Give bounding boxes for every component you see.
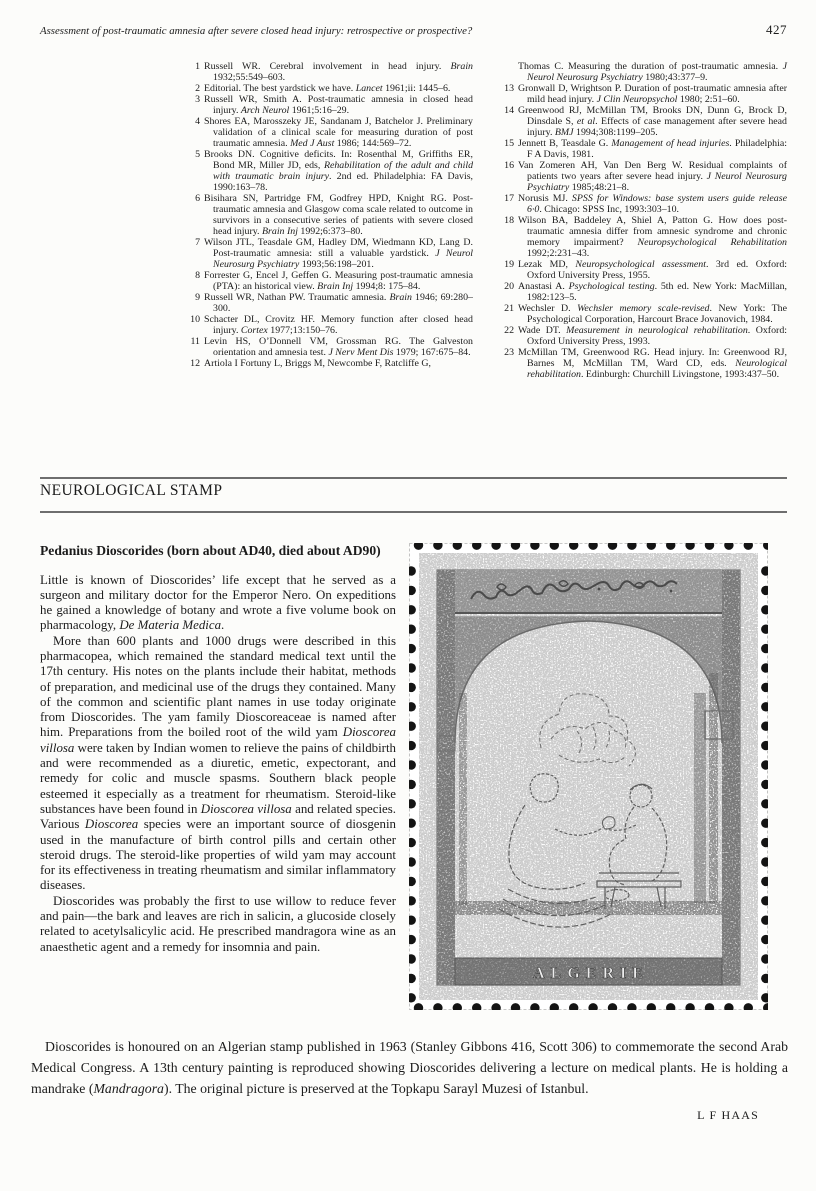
reference-item: 17 Norusis MJ. SPSS for Windows: base system users guide release 6·0. Chicago: SPSS Inc, 1993:303–10. — [499, 193, 787, 215]
article-paragraph: Dioscorides was probably the first to use willow to reduce fever and pain—the bark and leaves are rich in salicin, a glucoside closely related to acetylsalicylic acid. He prescribed mandragora wine as an anaesthetic agent and a remedy for insomnia and pain. — [40, 893, 396, 954]
reference-number: 23 — [504, 347, 514, 358]
reference-item: 16 Van Zomeren AH, Van Den Berg W. Residual complaints of patients two years after severe head injury. J Neurol Neurosurg Psychiatry 1985;48:21–8. — [499, 160, 787, 193]
stamp-floor-band — [455, 901, 722, 915]
section-title: NEUROLOGICAL STAMP — [40, 482, 223, 499]
reference-item: 13 Gronwall D, Wrightson P. Duration of post-traumatic amnesia after mild head injury. J Clin Neuropsychol 1980; 2:51–60. — [499, 83, 787, 105]
references-column-2 — [499, 61, 787, 380]
reference-number: 9 — [195, 292, 200, 303]
reference-number: 16 — [504, 160, 514, 171]
reference-number: 19 — [504, 259, 514, 270]
article-paragraphs — [40, 573, 396, 955]
reference-item: 6 Bisihara SN, Partridge FM, Godfrey HPD, Knight RG. Post-traumatic amnesia and Glasgow coma scale related to outcome in survivors in a consecutive series of patients with severe closed head injury. Brain Inj 1992;6:373–80. — [185, 193, 473, 237]
reference-item: 3 Russell WR, Smith A. Post-traumatic amnesia in closed head injury. Arch Neurol 1961;5:16–29. — [185, 94, 473, 116]
reference-item: 11 Levin HS, O’Donnell VM, Grossman RG. The Galveston orientation and amnesia test. J Nerv Ment Dis 1979; 167:675–84. — [185, 336, 473, 358]
stamp-texture-stripe — [459, 693, 467, 905]
running-head-title: Assessment of post-traumatic amnesia after severe closed head injury: retrospective or prospective? — [40, 25, 473, 37]
reference-number: 1 — [195, 61, 200, 72]
article-body — [40, 542, 396, 955]
reference-item: Thomas C. Measuring the duration of post-traumatic amnesia. J Neurol Neurosurg Psychiatry 1980;43:377–9. — [518, 61, 787, 83]
stamp-country-band — [455, 958, 722, 985]
stamp-graphic — [409, 543, 768, 1010]
running-header — [40, 22, 787, 38]
reference-item: 2 Editorial. The best yardstick we have. Lancet 1961;ii: 1445–6. — [185, 83, 473, 94]
reference-number: 13 — [504, 83, 514, 94]
article-paragraph: More than 600 plants and 1000 drugs were described in this pharmacopea, which remained the standard medical text until the 17th century. His notes on the plants include their habitat, methods of preparation, and medicinal use of the drugs they contained. Many of the common and scientific plant names in use today originate from Dioscorides. The yam family Dioscoreaceae is named after him. Preparations from the boiled root of the wild yam Dioscorea villosa were taken by Indian women to relieve the pains of childbirth and were recommended as a diuretic, emetic, expectorant, and remedy for colic and muscle spasms. Southern black people esteemed it especially as a treatment for rheumatism. Steroid-like substances have been found in Dioscorea villosa and related species. Various Dioscorea species were an important source of diosgenin used in the manufacture of birth control pills and certain other steroid drugs. The steroid-like properties of wild yam may account for its effectiveness in treating rheumatism and similar inflammatory diseases. — [40, 633, 397, 893]
reference-item: 20 Anastasi A. Psychological testing. 5th ed. New York: MacMillan, 1982:123–5. — [499, 281, 787, 303]
reference-number: 8 — [195, 270, 200, 281]
author-signature: L F HAAS — [697, 1108, 759, 1122]
page-number: 427 — [766, 22, 787, 37]
section-rule-bottom — [40, 511, 787, 513]
stamp-image — [409, 543, 768, 1010]
reference-item: 9 Russell WR, Nathan PW. Traumatic amnesia. Brain 1946; 69:280–300. — [185, 292, 473, 314]
reference-number: 5 — [195, 149, 200, 160]
stamp-texture-stripe — [709, 673, 718, 903]
reference-number: 17 — [504, 193, 514, 204]
references-list — [185, 61, 787, 380]
reference-number: 11 — [190, 336, 200, 347]
reference-number: 20 — [504, 281, 514, 292]
reference-item: 19 Lezak MD, Neuropsychological assessment. 3rd ed. Oxford: Oxford University Press, 1955. — [499, 259, 787, 281]
reference-item: 10 Schacter DL, Crovitz HF. Memory function after closed head injury. Cortex 1977;13:150–76. — [185, 314, 473, 336]
reference-item: 23 McMillan TM, Greenwood RG. Head injury. In: Greenwood RJ, Barnes M, McMillan TM, Ward CD, eds. Neurological rehabilitation. Edinburgh: Churchill Livingstone, 1993:437–50. — [499, 347, 787, 380]
reference-item: 12 Artiola I Fortuny L, Briggs M, Newcombe F, Ratcliffe G, — [185, 358, 473, 369]
reference-item: 15 Jennett B, Teasdale G. Management of head injuries. Philadelphia: F A Davis, 1981. — [499, 138, 787, 160]
stamp-country-label: ALGERIE — [533, 965, 649, 982]
reference-number: 12 — [190, 358, 200, 369]
reference-item: 8 Forrester G, Encel J, Geffen G. Measuring post-traumatic amnesia (PTA): an historical view. Brain Inj 1994;8: 175–84. — [185, 270, 473, 292]
reference-number: 2 — [195, 83, 200, 94]
stamp-texture-stripe — [694, 693, 706, 903]
reference-number: 21 — [504, 303, 514, 314]
reference-item: 22 Wade DT. Measurement in neurological rehabilitation. Oxford: Oxford University Press, 1993. — [499, 325, 787, 347]
reference-item: 7 Wilson JTL, Teasdale GM, Hadley DM, Wiedmann KD, Lang D. Post-traumatic amnesia: still a valuable yardstick. J Neurol Neurosurg Psychiatry 1993;56:198–201. — [185, 237, 473, 270]
section-rule-top — [40, 477, 787, 479]
reference-item: 5 Brooks DN. Cognitive deficits. In: Rosenthal M, Griffiths ER, Bond MR, Miller JD, eds, Rehabilitation of the adult and child with traumatic brain injury. 2nd ed. Philadelphia: FA Davis, 1990:163–78. — [185, 149, 473, 193]
reference-item: 21 Wechsler D. Wechsler memory scale-revised. New York: The Psychological Corporation, Harcourt Brace Jovanovich, 1984. — [499, 303, 787, 325]
article-heading: Pedanius Dioscorides (born about AD40, died about AD90) — [40, 543, 381, 558]
reference-number: 6 — [195, 193, 200, 204]
reference-number: 14 — [504, 105, 514, 116]
reference-item: 14 Greenwood RJ, McMillan TM, Brooks DN, Dunn G, Brock D, Dinsdale S, et al. Effects of case management after severe head injury. BMJ 1994;308:1199–205. — [499, 105, 787, 138]
reference-number: 10 — [190, 314, 200, 325]
reference-number: 4 — [195, 116, 200, 127]
article-paragraph: Little is known of Dioscorides’ life except that he served as a surgeon and military doctor for the Emperor Nero. On expeditions he gained a knowledge of botany and wrote a five volume book on pharmacology, De Materia Medica. — [40, 572, 396, 633]
reference-item: 1 Russell WR. Cerebral involvement in head injury. Brain 1932;55:549–603. — [185, 61, 473, 83]
references-column-1 — [185, 61, 473, 380]
reference-item: 18 Wilson BA, Baddeley A, Shiel A, Patton G. How does post-traumatic amnesia differ from amnesic syndrome and chronic memory impairment? Neuropsychological Rehabilitation 1992;2:231–43. — [499, 215, 787, 259]
reference-item: 4 Shores EA, Marosszeky JE, Sandanam J, Batchelor J. Preliminary validation of a clinical scale for measuring duration of post traumatic amnesia. Med J Aust 1986; 144:569–72. — [185, 116, 473, 149]
closing-paragraph: Dioscorides is honoured on an Algerian stamp published in 1963 (Stanley Gibbons 416, Scott 306) to commemorate the second Arab Medical Congress. A 13th century painting is reproduced showing Dioscorides delivering a lecture on medical plants. He is holding a mandrake (Mandragora). The original picture is preserved at the Topkapu Sarayl Muzesi of Istanbul. — [31, 1039, 788, 1096]
reference-number: 22 — [504, 325, 514, 336]
reference-number: 7 — [195, 237, 200, 248]
reference-number: 15 — [504, 138, 514, 149]
reference-number: 18 — [504, 215, 514, 226]
reference-number: 3 — [195, 94, 200, 105]
